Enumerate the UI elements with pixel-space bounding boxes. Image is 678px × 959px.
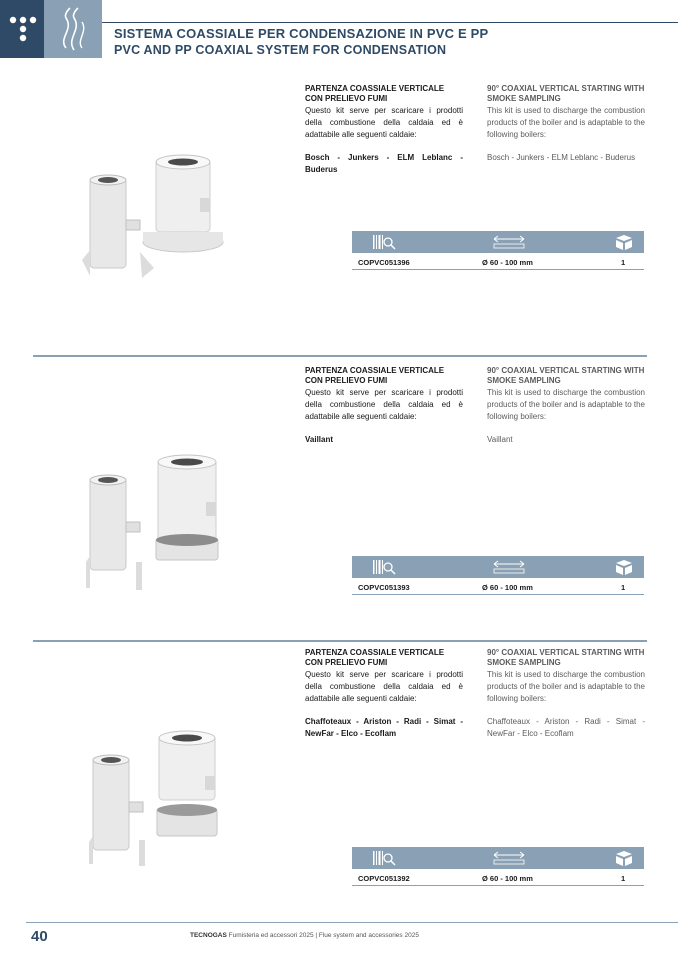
product-image [85, 728, 225, 873]
package-icon [613, 558, 635, 576]
header-rule [102, 22, 678, 23]
product-code: COPVC051392 [358, 874, 410, 883]
product-image [80, 450, 230, 600]
spec-header [352, 231, 644, 253]
product-size: Ø 60 - 100 mm [482, 874, 533, 883]
dimension-icon [492, 849, 526, 867]
product-title-it: PARTENZA COASSIALE VERTICALE CON PRELIEVO FUMI [305, 648, 445, 667]
product-desc-en: This kit is used to discharge the combustion products of the boiler and is adaptable to the following boilers: [487, 106, 645, 139]
section-divider [33, 640, 647, 642]
product-code: COPVC051396 [358, 258, 410, 267]
product-desc-en: This kit is used to discharge the combustion products of the boiler and is adaptable to the following boilers: [487, 388, 645, 421]
dimension-icon [492, 233, 526, 251]
product-title-en: 90° COAXIAL VERTICAL STARTING WITH SMOKE SAMPLING [487, 648, 645, 667]
product-desc-it: Questo kit serve per scaricare i prodotti della combustione della caldaia ed è adattabile alle seguenti caldaie: [305, 388, 463, 421]
spec-row [352, 254, 644, 270]
product-brands-en: Vaillant [487, 435, 513, 444]
product-code: COPVC051393 [358, 583, 410, 592]
product-brands-it: Bosch - Junkers - ELM Leblanc - Buderus [305, 153, 463, 174]
product-brands-it: Chaffoteaux - Ariston - Radi - Simat - NewFar - Elco - Ecoflam [305, 717, 463, 738]
footer-caption: Fumisteria ed accessori 2025 | Flue system and accessories 2025 [228, 932, 419, 939]
spec-row [352, 870, 644, 886]
section-divider [33, 355, 647, 357]
product-title-en: 90° COAXIAL VERTICAL STARTING WITH SMOKE SAMPLING [487, 84, 645, 103]
package-icon [613, 849, 635, 867]
brand-logo [0, 0, 44, 58]
category-badge [44, 0, 102, 58]
dimension-icon [492, 558, 526, 576]
barcode-icon [372, 849, 396, 867]
product-image [80, 150, 230, 290]
tecnogas-logo-icon [8, 14, 38, 44]
footer-brand: TECNOGAS [190, 932, 227, 939]
product-qty: 1 [621, 874, 626, 883]
spec-header [352, 847, 644, 869]
product-brands-en: Bosch - Junkers - ELM Leblanc - Buderus [487, 153, 636, 162]
spec-header [352, 556, 644, 578]
footer-rule [26, 922, 678, 923]
product-brands-it: Vaillant [305, 435, 334, 444]
barcode-icon [372, 558, 396, 576]
package-icon [613, 233, 635, 251]
product-brands-en: Chaffoteaux - Ariston - Radi - Simat - NewFar - Elco - Ecoflam [487, 717, 645, 738]
footer-text [190, 932, 419, 939]
product-title-it: PARTENZA COASSIALE VERTICALE CON PRELIEVO FUMI [305, 366, 445, 385]
page-title-en: PVC AND PP COAXIAL SYSTEM FOR CONDENSATION [114, 43, 447, 57]
page-number: 40 [31, 928, 48, 945]
product-qty: 1 [621, 583, 626, 592]
product-title-en: 90° COAXIAL VERTICAL STARTING WITH SMOKE SAMPLING [487, 366, 645, 385]
product-desc-it: Questo kit serve per scaricare i prodotti della combustione della caldaia ed è adattabile alle seguenti caldaie: [305, 106, 463, 139]
spec-row [352, 579, 644, 595]
product-desc-it: Questo kit serve per scaricare i prodotti della combustione della caldaia ed è adattabile alle seguenti caldaie: [305, 670, 463, 703]
product-desc-en: This kit is used to discharge the combustion products of the boiler and is adaptable to the following boilers: [487, 670, 645, 703]
flame-icon [44, 0, 102, 58]
product-size: Ø 60 - 100 mm [482, 258, 533, 267]
product-qty: 1 [621, 258, 626, 267]
page-title-it: SISTEMA COASSIALE PER CONDENSAZIONE IN PVC E PP [114, 26, 489, 41]
product-title-it: PARTENZA COASSIALE VERTICALE CON PRELIEVO FUMI [305, 84, 445, 103]
barcode-icon [372, 233, 396, 251]
product-size: Ø 60 - 100 mm [482, 583, 533, 592]
